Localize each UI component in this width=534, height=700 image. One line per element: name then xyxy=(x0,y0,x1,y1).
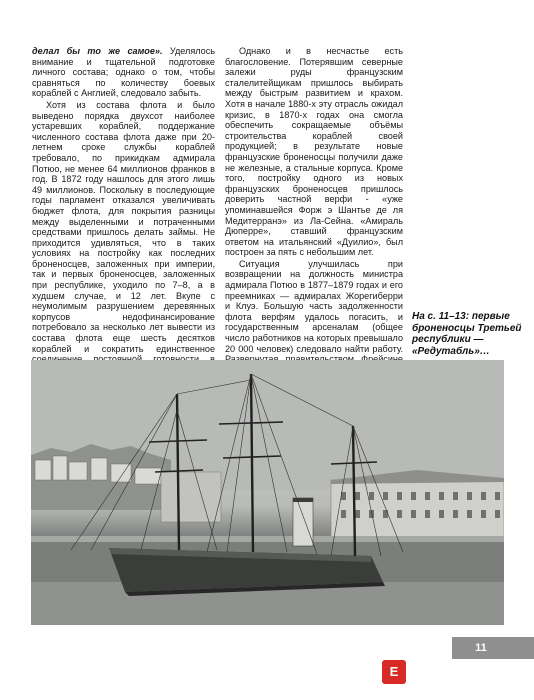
paragraph: Хотя из состава флота и было выведено порядка двухсот наиболее устаревших кораблей, поддержание численного состава флота даже при 20-летнем сроке службы кораблей требовало, по прикидкам адмирала Потюо, не менее 64 миллионов франков в год. В 1872 году нашлось для этого лишь 49 миллионов. Поскольку в последующие годы парламент отказался увеличивать бюджет флота, для покрытия разницы между выделенными и потраченными средствами пришлось делать займы. Не приходится удивляться, что в таких условиях на постройку как последних броненосцев, заложенных при империи, так и первых броненосцев, заложенных при республике, уходило по 7–8, а в худшем случае, и 12 лет. Вкупе с неумолимым разрушением деревянных корпусов недофинансирование потребовало за несколько лет вывести из состава флота еще шесть десятков кораблей и сократить единственное xyxy=(32,99,215,354)
ironclad-ship-illustration xyxy=(31,360,504,625)
text-column-right xyxy=(225,46,403,397)
paragraph: Ситуация улучшилась при возвращении на должность министра адмирала Потюо в 1877–1879 годах и его преемниках — адмиралах Жорегиберри и Клуэ. Большую часть задолженности флота верфям удалось погасить, и государственным арсеналам (общее число работников на которых превышало 20 000 человек) следовало найти работу. xyxy=(225,258,403,354)
text-column-left xyxy=(32,46,215,386)
page-number: 11 xyxy=(475,642,487,654)
logo-letter: Е xyxy=(389,664,399,679)
paragraph: Однако и в несчастье есть благословение. Потерявшим северные залежи руды французским сталелитейщикам пришлось выбирать между быстрым развитием и крахом. Хотя в начале 1880-х эту отрасль ожидал кризис, в 1870-х годах она смогла обеспечить сокращаемые объёмы строительства кораблей своей продукцией; в результате новые французские броненосцы получили даже не железные, а стальные корпуса. Кроме того, постройку одного из новых французских броненосцев пришлось доверить частной верфи - «уже упоминавшейся Форж э Шантье де ля Медитерранэ» из Ла-Сейна. «Амираль Дюперре», ставший французским ответом на итальянский «Дуилио», был построен за пять с небольшим лет. xyxy=(225,46,403,258)
paragraph xyxy=(32,46,215,99)
italic-quote: делал бы то же самое». xyxy=(32,46,163,56)
photo-caption: На с. 11–13: первые броненосцы Третьей республики — «Редутабль»… xyxy=(412,311,522,357)
ship-photo xyxy=(31,360,504,625)
publisher-logo-icon xyxy=(382,660,406,684)
paragraph-text: Уделялось внимание и тщательной подготовке личного состава; однако о том, чтобы сравняться по количеству боевых кораблей с Англией, следовало забыть. xyxy=(32,46,216,99)
